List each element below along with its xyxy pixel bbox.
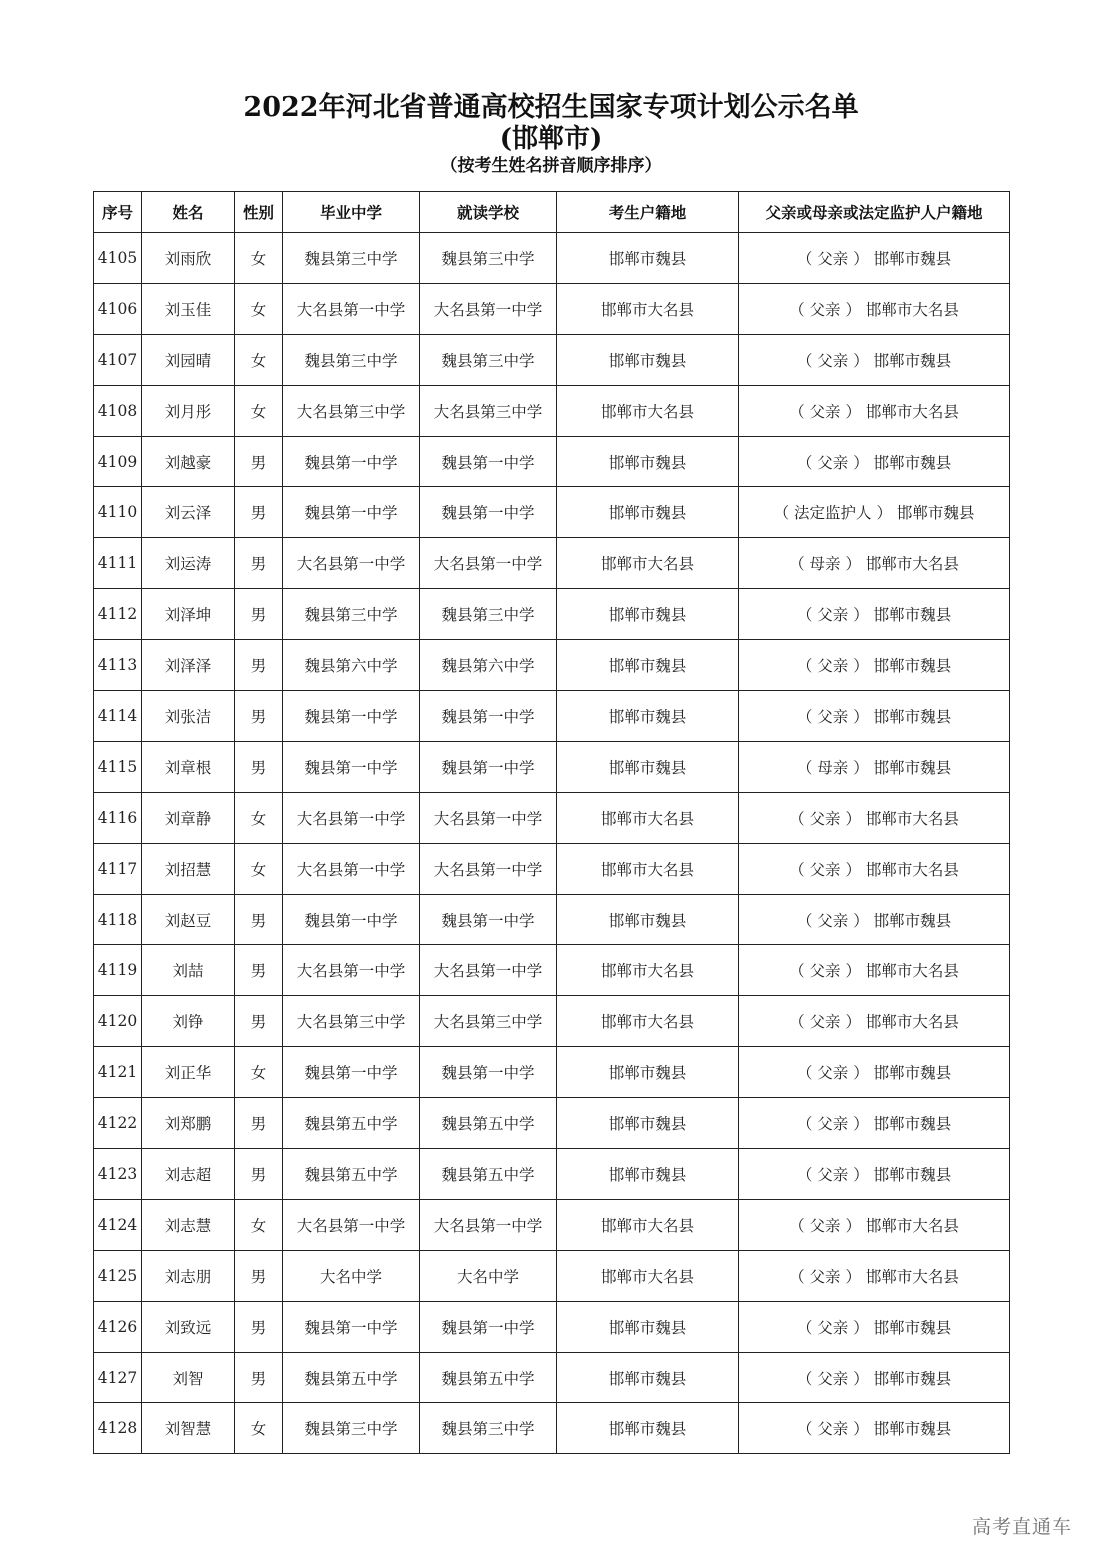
table-row — [94, 1047, 1010, 1098]
cell-current-school: 魏县第一中学 — [420, 691, 557, 742]
cell-gender: 男 — [235, 691, 283, 742]
cell-student-hukou: 邯郸市魏县 — [557, 1352, 739, 1403]
cell-current-school: 魏县第三中学 — [420, 233, 557, 284]
table-row — [94, 1199, 1010, 1250]
cell-student-hukou: 邯郸市大名县 — [557, 843, 739, 894]
table-row — [94, 1149, 1010, 1200]
cell-gender: 女 — [235, 843, 283, 894]
cell-name: 刘园晴 — [142, 334, 235, 385]
cell-name: 刘铮 — [142, 996, 235, 1047]
cell-student-hukou: 邯郸市大名县 — [557, 792, 739, 843]
cell-name: 刘志朋 — [142, 1250, 235, 1301]
header-gender: 性别 — [235, 192, 283, 233]
cell-student-hukou: 邯郸市魏县 — [557, 691, 739, 742]
cell-gender: 男 — [235, 945, 283, 996]
cell-seq: 4127 — [94, 1352, 142, 1403]
table-row — [94, 233, 1010, 284]
cell-seq: 4117 — [94, 843, 142, 894]
header-current-school: 就读学校 — [420, 192, 557, 233]
cell-name: 刘喆 — [142, 945, 235, 996]
cell-graduation-school: 魏县第一中学 — [283, 487, 420, 538]
cell-name: 刘玉佳 — [142, 283, 235, 334]
cell-current-school: 大名中学 — [420, 1250, 557, 1301]
cell-student-hukou: 邯郸市魏县 — [557, 1301, 739, 1352]
cell-guardian-hukou: （ 父亲 ） 邯郸市魏县 — [739, 436, 1010, 487]
cell-guardian-hukou: （ 母亲 ） 邯郸市魏县 — [739, 741, 1010, 792]
cell-student-hukou: 邯郸市魏县 — [557, 233, 739, 284]
cell-gender: 男 — [235, 1149, 283, 1200]
cell-current-school: 大名县第一中学 — [420, 792, 557, 843]
cell-seq: 4119 — [94, 945, 142, 996]
cell-name: 刘志慧 — [142, 1199, 235, 1250]
cell-name: 刘招慧 — [142, 843, 235, 894]
cell-graduation-school: 魏县第一中学 — [283, 894, 420, 945]
cell-name: 刘越豪 — [142, 436, 235, 487]
cell-gender: 女 — [235, 1199, 283, 1250]
cell-graduation-school: 魏县第三中学 — [283, 334, 420, 385]
table-row — [94, 283, 1010, 334]
cell-name: 刘正华 — [142, 1047, 235, 1098]
cell-student-hukou: 邯郸市大名县 — [557, 538, 739, 589]
table-row — [94, 843, 1010, 894]
cell-student-hukou: 邯郸市魏县 — [557, 334, 739, 385]
cell-name: 刘志超 — [142, 1149, 235, 1200]
cell-gender: 男 — [235, 436, 283, 487]
cell-graduation-school: 大名中学 — [283, 1250, 420, 1301]
cell-guardian-hukou: （ 父亲 ） 邯郸市大名县 — [739, 1250, 1010, 1301]
cell-guardian-hukou: （ 父亲 ） 邯郸市大名县 — [739, 945, 1010, 996]
cell-graduation-school: 大名县第一中学 — [283, 283, 420, 334]
cell-guardian-hukou: （ 父亲 ） 邯郸市大名县 — [739, 1199, 1010, 1250]
cell-guardian-hukou: （ 父亲 ） 邯郸市魏县 — [739, 1149, 1010, 1200]
cell-guardian-hukou: （ 父亲 ） 邯郸市大名县 — [739, 385, 1010, 436]
cell-name: 刘云泽 — [142, 487, 235, 538]
cell-gender: 男 — [235, 1250, 283, 1301]
cell-guardian-hukou: （ 父亲 ） 邯郸市魏县 — [739, 1301, 1010, 1352]
cell-graduation-school: 大名县第一中学 — [283, 538, 420, 589]
table-row — [94, 334, 1010, 385]
cell-guardian-hukou: （ 父亲 ） 邯郸市魏县 — [739, 1098, 1010, 1149]
cell-gender: 男 — [235, 640, 283, 691]
cell-guardian-hukou: （ 父亲 ） 邯郸市魏县 — [739, 1047, 1010, 1098]
cell-seq: 4126 — [94, 1301, 142, 1352]
cell-name: 刘致远 — [142, 1301, 235, 1352]
cell-current-school: 魏县第一中学 — [420, 1301, 557, 1352]
cell-current-school: 魏县第六中学 — [420, 640, 557, 691]
cell-student-hukou: 邯郸市大名县 — [557, 385, 739, 436]
cell-seq: 4128 — [94, 1403, 142, 1454]
cell-gender: 男 — [235, 894, 283, 945]
cell-name: 刘雨欣 — [142, 233, 235, 284]
cell-name: 刘章根 — [142, 741, 235, 792]
cell-seq: 4121 — [94, 1047, 142, 1098]
cell-current-school: 魏县第一中学 — [420, 436, 557, 487]
table-row — [94, 691, 1010, 742]
cell-current-school: 魏县第一中学 — [420, 1047, 557, 1098]
cell-graduation-school: 魏县第三中学 — [283, 1403, 420, 1454]
cell-guardian-hukou: （ 父亲 ） 邯郸市魏县 — [739, 334, 1010, 385]
cell-current-school: 大名县第三中学 — [420, 385, 557, 436]
cell-current-school: 大名县第一中学 — [420, 1199, 557, 1250]
cell-seq: 4122 — [94, 1098, 142, 1149]
cell-current-school: 大名县第一中学 — [420, 283, 557, 334]
table-row — [94, 436, 1010, 487]
cell-current-school: 大名县第一中学 — [420, 945, 557, 996]
cell-current-school: 魏县第一中学 — [420, 741, 557, 792]
cell-gender: 女 — [235, 792, 283, 843]
table-row — [94, 894, 1010, 945]
cell-guardian-hukou: （ 父亲 ） 邯郸市大名县 — [739, 792, 1010, 843]
table-row — [94, 1250, 1010, 1301]
cell-seq: 4116 — [94, 792, 142, 843]
cell-name: 刘运涛 — [142, 538, 235, 589]
header-graduation-school: 毕业中学 — [283, 192, 420, 233]
header-student-hukou: 考生户籍地 — [557, 192, 739, 233]
cell-gender: 女 — [235, 233, 283, 284]
cell-gender: 女 — [235, 334, 283, 385]
cell-seq: 4115 — [94, 741, 142, 792]
cell-seq: 4114 — [94, 691, 142, 742]
table-row — [94, 996, 1010, 1047]
cell-guardian-hukou: （ 父亲 ） 邯郸市大名县 — [739, 996, 1010, 1047]
cell-name: 刘泽坤 — [142, 589, 235, 640]
cell-gender: 女 — [235, 283, 283, 334]
table-row — [94, 487, 1010, 538]
header-guardian-hukou: 父亲或母亲或法定监护人户籍地 — [739, 192, 1010, 233]
cell-name: 刘智 — [142, 1352, 235, 1403]
cell-current-school: 魏县第三中学 — [420, 1403, 557, 1454]
cell-name: 刘赵豆 — [142, 894, 235, 945]
table-row — [94, 792, 1010, 843]
table-row — [94, 1403, 1010, 1454]
cell-guardian-hukou: （ 父亲 ） 邯郸市魏县 — [739, 894, 1010, 945]
cell-seq: 4123 — [94, 1149, 142, 1200]
cell-graduation-school: 大名县第一中学 — [283, 1199, 420, 1250]
cell-current-school: 魏县第一中学 — [420, 487, 557, 538]
cell-current-school: 魏县第一中学 — [420, 894, 557, 945]
cell-graduation-school: 魏县第三中学 — [283, 589, 420, 640]
cell-graduation-school: 魏县第一中学 — [283, 1301, 420, 1352]
cell-guardian-hukou: （ 父亲 ） 邯郸市魏县 — [739, 1403, 1010, 1454]
cell-gender: 男 — [235, 1098, 283, 1149]
table-row — [94, 640, 1010, 691]
watermark: 高考直通车 — [971, 1516, 1072, 1538]
cell-student-hukou: 邯郸市魏县 — [557, 1098, 739, 1149]
cell-student-hukou: 邯郸市大名县 — [557, 1199, 739, 1250]
cell-student-hukou: 邯郸市魏县 — [557, 487, 739, 538]
header-seq: 序号 — [94, 192, 142, 233]
cell-guardian-hukou: （ 母亲 ） 邯郸市大名县 — [739, 538, 1010, 589]
table-body — [94, 233, 1010, 1454]
cell-gender: 男 — [235, 741, 283, 792]
cell-guardian-hukou: （ 父亲 ） 邯郸市魏县 — [739, 691, 1010, 742]
cell-guardian-hukou: （ 父亲 ） 邯郸市魏县 — [739, 1352, 1010, 1403]
cell-gender: 男 — [235, 1301, 283, 1352]
sort-note: （按考生姓名拼音顺序排序） — [440, 156, 662, 176]
cell-current-school: 大名县第三中学 — [420, 996, 557, 1047]
table-row — [94, 589, 1010, 640]
cell-name: 刘郑鹏 — [142, 1098, 235, 1149]
cell-seq: 4125 — [94, 1250, 142, 1301]
cell-graduation-school: 大名县第一中学 — [283, 945, 420, 996]
cell-graduation-school: 大名县第一中学 — [283, 792, 420, 843]
cell-name: 刘泽泽 — [142, 640, 235, 691]
cell-name: 刘智慧 — [142, 1403, 235, 1454]
cell-graduation-school: 魏县第五中学 — [283, 1098, 420, 1149]
cell-guardian-hukou: （ 父亲 ） 邯郸市魏县 — [739, 233, 1010, 284]
cell-seq: 4111 — [94, 538, 142, 589]
cell-gender: 女 — [235, 1047, 283, 1098]
cell-student-hukou: 邯郸市魏县 — [557, 1403, 739, 1454]
cell-guardian-hukou: （ 父亲 ） 邯郸市大名县 — [739, 283, 1010, 334]
cell-student-hukou: 邯郸市魏县 — [557, 589, 739, 640]
cell-graduation-school: 魏县第三中学 — [283, 233, 420, 284]
cell-gender: 女 — [235, 385, 283, 436]
cell-seq: 4113 — [94, 640, 142, 691]
document-title: 2022年河北省普通高校招生国家专项计划公示名单 — [243, 92, 859, 123]
cell-guardian-hukou: （ 法定监护人 ） 邯郸市魏县 — [739, 487, 1010, 538]
cell-guardian-hukou: （ 父亲 ） 邯郸市大名县 — [739, 843, 1010, 894]
cell-seq: 4112 — [94, 589, 142, 640]
cell-current-school: 魏县第五中学 — [420, 1149, 557, 1200]
cell-current-school: 大名县第一中学 — [420, 538, 557, 589]
cell-gender: 女 — [235, 1403, 283, 1454]
cell-seq: 4124 — [94, 1199, 142, 1250]
cell-seq: 4110 — [94, 487, 142, 538]
cell-graduation-school: 魏县第一中学 — [283, 691, 420, 742]
cell-student-hukou: 邯郸市魏县 — [557, 1047, 739, 1098]
cell-gender: 男 — [235, 1352, 283, 1403]
roster-table — [93, 191, 1010, 1454]
cell-student-hukou: 邯郸市魏县 — [557, 894, 739, 945]
table-row — [94, 1301, 1010, 1352]
cell-gender: 男 — [235, 538, 283, 589]
cell-graduation-school: 魏县第一中学 — [283, 436, 420, 487]
cell-graduation-school: 大名县第三中学 — [283, 996, 420, 1047]
document-city: (邯郸市) — [499, 124, 603, 154]
cell-guardian-hukou: （ 父亲 ） 邯郸市魏县 — [739, 589, 1010, 640]
cell-seq: 4108 — [94, 385, 142, 436]
cell-student-hukou: 邯郸市大名县 — [557, 283, 739, 334]
cell-current-school: 大名县第一中学 — [420, 843, 557, 894]
cell-gender: 男 — [235, 996, 283, 1047]
cell-graduation-school: 魏县第一中学 — [283, 1047, 420, 1098]
table-row — [94, 385, 1010, 436]
table-row — [94, 1352, 1010, 1403]
cell-gender: 男 — [235, 487, 283, 538]
cell-student-hukou: 邯郸市魏县 — [557, 1149, 739, 1200]
cell-current-school: 魏县第三中学 — [420, 589, 557, 640]
cell-seq: 4107 — [94, 334, 142, 385]
cell-graduation-school: 魏县第六中学 — [283, 640, 420, 691]
table-row — [94, 1098, 1010, 1149]
cell-guardian-hukou: （ 父亲 ） 邯郸市魏县 — [739, 640, 1010, 691]
cell-gender: 男 — [235, 589, 283, 640]
cell-name: 刘月彤 — [142, 385, 235, 436]
cell-graduation-school: 魏县第五中学 — [283, 1352, 420, 1403]
cell-current-school: 魏县第五中学 — [420, 1098, 557, 1149]
cell-student-hukou: 邯郸市大名县 — [557, 1250, 739, 1301]
cell-student-hukou: 邯郸市魏县 — [557, 640, 739, 691]
cell-student-hukou: 邯郸市魏县 — [557, 741, 739, 792]
table-header-row — [94, 192, 1010, 233]
cell-name: 刘张洁 — [142, 691, 235, 742]
cell-graduation-school: 大名县第一中学 — [283, 843, 420, 894]
cell-current-school: 魏县第五中学 — [420, 1352, 557, 1403]
cell-seq: 4118 — [94, 894, 142, 945]
cell-seq: 4109 — [94, 436, 142, 487]
cell-graduation-school: 大名县第三中学 — [283, 385, 420, 436]
cell-seq: 4120 — [94, 996, 142, 1047]
cell-student-hukou: 邯郸市大名县 — [557, 945, 739, 996]
cell-student-hukou: 邯郸市魏县 — [557, 436, 739, 487]
cell-graduation-school: 魏县第五中学 — [283, 1149, 420, 1200]
cell-seq: 4105 — [94, 233, 142, 284]
header-name: 姓名 — [142, 192, 235, 233]
cell-seq: 4106 — [94, 283, 142, 334]
table-row — [94, 538, 1010, 589]
table-row — [94, 741, 1010, 792]
cell-student-hukou: 邯郸市大名县 — [557, 996, 739, 1047]
cell-name: 刘章静 — [142, 792, 235, 843]
cell-current-school: 魏县第三中学 — [420, 334, 557, 385]
cell-graduation-school: 魏县第一中学 — [283, 741, 420, 792]
table-row — [94, 945, 1010, 996]
